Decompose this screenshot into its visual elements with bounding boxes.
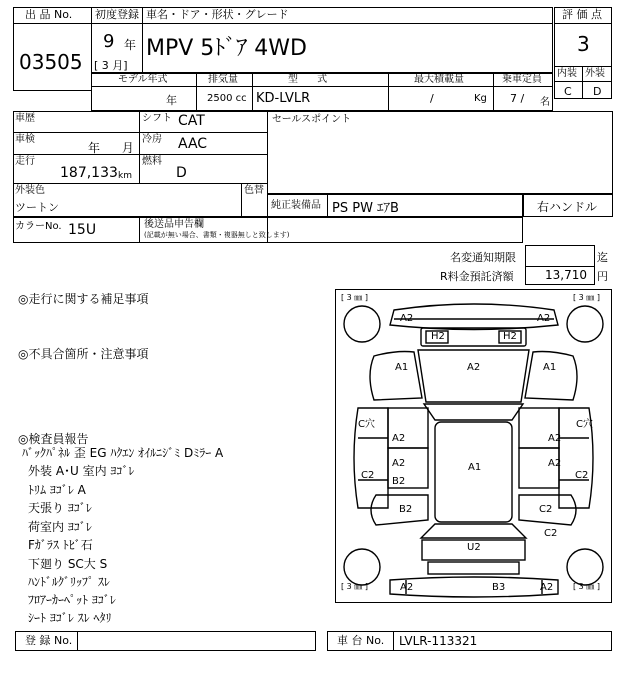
inspection-value: 年 月 xyxy=(88,141,134,155)
mark-front-bumper-right: A2 xyxy=(537,313,551,324)
history-label: 車歴 xyxy=(15,113,35,124)
mark-front-door-right: A2 xyxy=(548,433,562,444)
equipment-label: 純正装備品 xyxy=(271,200,321,211)
lot-label: 出 品 No. xyxy=(25,8,73,21)
displacement-value: 2500 cc xyxy=(207,93,247,104)
tire-label-fl: [ 3 ㎜ ] xyxy=(341,293,368,302)
lot-number: 03505 xyxy=(19,50,83,74)
interior-label: 内装 xyxy=(557,68,577,79)
max-load-label: 最大積載量 xyxy=(414,74,464,85)
mark-rear-door-right: A2 xyxy=(548,458,562,469)
shift-label: シフト xyxy=(142,113,172,124)
color-label: 外装色 xyxy=(15,185,45,196)
rating-value: 3 xyxy=(577,32,590,56)
inspector-line: Fｶﾞﾗｽ ﾄﾋﾞ石 xyxy=(28,538,93,552)
inspector-line: 荷室内 ﾖｺﾞﾚ xyxy=(28,520,92,534)
inspector-line: ﾊﾝﾄﾞﾙｸﾞﾘｯﾌﾟ ｽﾚ xyxy=(28,575,110,589)
equipment-value: PS PW ｴｱB xyxy=(332,201,399,216)
exterior-grade: D xyxy=(593,85,602,98)
mark-rear-bumper-right: A2 xyxy=(540,582,554,593)
color-no-label: カラーNo. xyxy=(15,221,62,232)
capacity-value: 7 / xyxy=(510,92,525,105)
mark-fender-front-left: A1 xyxy=(395,362,409,373)
after-note: (記載が無い場合、書類・複器無しと致します) xyxy=(144,231,290,239)
first-reg-month: [ 3 月] xyxy=(94,59,128,72)
sales-point-label: セールスポイント xyxy=(272,114,352,125)
year-unit: 年 xyxy=(124,38,137,52)
exterior-label: 外装 xyxy=(585,68,605,79)
mark-pillar-left: C穴 xyxy=(358,419,375,430)
steering-value: 右ハンドル xyxy=(537,200,598,214)
mark-back-door: U2 xyxy=(467,542,481,553)
inspector-line: ｼｰﾄ ﾖｺﾞﾚ ｽﾚ ﾍﾀﾘ xyxy=(28,611,112,625)
recycle-label: R料金預託済額 xyxy=(440,270,514,283)
inspector-line: ﾄﾘﾑ ﾖｺﾞﾚ A xyxy=(28,483,86,497)
mark-rear-bumper-left: A2 xyxy=(400,582,414,593)
mark-quarter-right-a: C2 xyxy=(539,504,553,515)
max-load-unit: Kg xyxy=(474,93,487,104)
ac-label: 冷房 xyxy=(142,134,162,145)
mark-front-door-left: A2 xyxy=(392,433,406,444)
mark-hood: A2 xyxy=(467,362,481,373)
inspector-line: ﾌﾛｱｰｶｰﾍﾟｯﾄ ﾖｺﾞﾚ xyxy=(28,593,116,607)
model-code-label: 型 式 xyxy=(288,74,336,85)
name-change-field[interactable] xyxy=(525,245,595,267)
supplementary-label: ◎走行に関する補足事項 xyxy=(18,292,149,306)
after-label: 後送品申告欄 xyxy=(144,219,204,230)
inspector-line: ﾊﾞｯｸﾊﾟﾈﾙ 歪 EG ﾊｸｴﾝ ｵｲﾙﾆｼﾞﾐ Dﾐﾗｰ A xyxy=(22,446,224,460)
mark-rear-door-left-a: A2 xyxy=(392,458,406,469)
tire-label-fr: [ 3 ㎜ ] xyxy=(573,293,600,302)
mark-quarter-right-b: C2 xyxy=(544,528,558,539)
mark-rocker-left: C2 xyxy=(361,470,375,481)
first-reg-year: 9 xyxy=(103,31,115,52)
mark-headlight-right: H2 xyxy=(503,331,517,342)
mark-rocker-right: C2 xyxy=(575,470,589,481)
inspection-label: 車検 xyxy=(15,134,35,145)
model-year-unit: 年 xyxy=(166,94,177,107)
mark-roof: A1 xyxy=(468,462,482,473)
interior-grade: C xyxy=(564,85,572,98)
chassis-value: LVLR-113321 xyxy=(399,634,478,648)
tire-label-rl: [ 3 ㎜ ] xyxy=(341,582,368,591)
inspector-line: 外装 A･U 室内 ﾖｺﾞﾚ xyxy=(28,464,135,478)
max-load-value: / xyxy=(430,92,434,105)
mark-rear-bumper-center: B3 xyxy=(492,582,506,593)
fuel-value: D xyxy=(176,165,187,181)
rating-label: 評 価 点 xyxy=(562,8,602,21)
capacity-unit: 名 xyxy=(540,97,550,108)
car-diagram xyxy=(335,289,612,603)
name-change-unit: 迄 xyxy=(597,251,608,264)
inspector-line: 天張り ﾖｺﾞﾚ xyxy=(28,501,92,515)
mark-quarter-left: B2 xyxy=(399,504,413,515)
shift-value: CAT xyxy=(178,113,205,129)
model-year-label: モデル年式 xyxy=(118,74,168,85)
mark-pillar-right: C穴 xyxy=(576,419,593,430)
reg-no-label: 登 録 No. xyxy=(25,634,73,647)
mark-front-bumper-left: A2 xyxy=(400,313,414,324)
name-change-label: 名変通知期限 xyxy=(450,251,516,264)
tire-label-rr: [ 3 ㎜ ] xyxy=(573,582,600,591)
color-value: ツートン xyxy=(15,201,59,214)
fuel-label: 燃料 xyxy=(142,156,162,167)
mileage-unit: km xyxy=(118,171,132,181)
capacity-label: 乗車定員 xyxy=(502,74,542,85)
inspector-title: ◎検査員報告 xyxy=(18,432,89,446)
first-reg-label: 初度登録 xyxy=(95,8,139,21)
name-label: 車名・ドア・形状・グレード xyxy=(146,8,289,21)
car-name: MPV 5ﾄﾞｱ 4WD xyxy=(146,36,307,61)
recycle-value: 13,710 xyxy=(545,268,587,282)
defects-label: ◎不具合箇所・注意事項 xyxy=(18,347,149,361)
displacement-label: 排気量 xyxy=(208,74,238,85)
recycle-unit: 円 xyxy=(597,270,608,283)
inspector-line: 下廻り SC大 S xyxy=(28,557,108,571)
color-change-label: 色替 xyxy=(244,185,264,196)
mileage-label: 走行 xyxy=(15,156,35,167)
mark-fender-front-right: A1 xyxy=(543,362,557,373)
mileage-value: 187,133 xyxy=(60,165,118,181)
mark-rear-door-left-b: B2 xyxy=(392,476,406,487)
color-no-value: 15U xyxy=(68,222,97,238)
after-field[interactable] xyxy=(267,217,523,243)
mark-headlight-left: H2 xyxy=(431,331,445,342)
chassis-label: 車 台 No. xyxy=(337,634,385,647)
model-code-value: KD-LVLR xyxy=(256,91,311,106)
ac-value: AAC xyxy=(178,136,208,152)
